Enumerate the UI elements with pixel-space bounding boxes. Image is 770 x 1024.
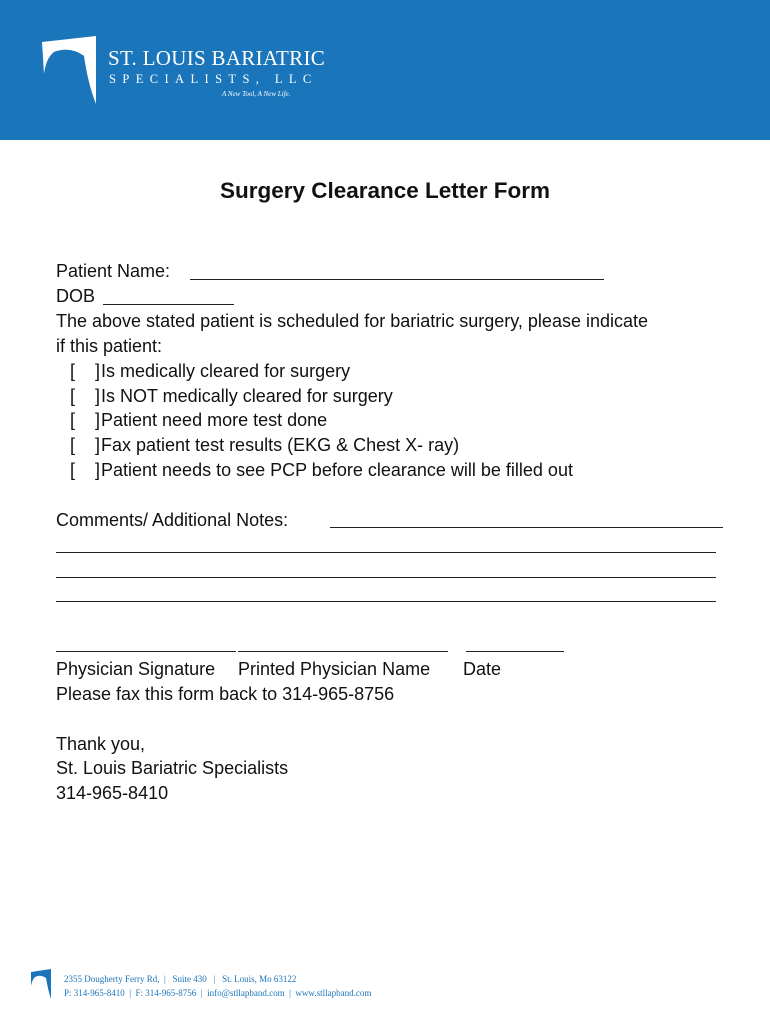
patient-name-field[interactable]: [190, 279, 604, 280]
brand-name: ST. LOUIS BARIATRIC: [108, 46, 326, 70]
sender-phone: 314-965-8410: [56, 783, 169, 803]
comments-field-line1[interactable]: [330, 527, 723, 528]
option-label: Patient needs to see PCP before clearance will be filled out: [101, 460, 573, 480]
comments-field-line4[interactable]: [56, 601, 716, 602]
checkbox[interactable]: [ ]: [70, 410, 101, 430]
physician-signature-label: Physician Signature: [56, 659, 216, 679]
fax-instruction: Please fax this form back to 314-965-8756: [56, 684, 395, 704]
physician-signature-field[interactable]: [56, 651, 236, 652]
comments-label: Comments/ Additional Notes:: [56, 510, 289, 530]
option-label: Is NOT medically cleared for surgery: [101, 386, 393, 406]
footer-address: 2355 Dougherty Ferry Rd, | Suite 430 | St. Louis, Mo 63122: [64, 974, 297, 984]
closing-text: Thank you,: [56, 734, 146, 754]
footer-logo-icon: [30, 968, 52, 1000]
brand-subtitle: SPECIALISTS, LLC: [109, 72, 318, 86]
printed-name-label: Printed Physician Name: [238, 659, 431, 679]
printed-name-field[interactable]: [238, 651, 448, 652]
option-label: Fax patient test results (EKG & Chest X- ray): [101, 435, 460, 455]
dob-label: DOB: [56, 286, 96, 306]
checkbox[interactable]: [ ]: [70, 435, 101, 455]
comments-field-line2[interactable]: [56, 552, 716, 553]
sender-name: St. Louis Bariatric Specialists: [56, 758, 289, 778]
letterhead-banner: [0, 0, 770, 140]
page-title: Surgery Clearance Letter Form: [219, 178, 551, 203]
brand-tagline: A New Tool, A New Life.: [222, 90, 291, 98]
intro-text-line2: if this patient:: [56, 336, 163, 356]
checkbox[interactable]: [ ]: [70, 386, 101, 406]
checkbox[interactable]: [ ]: [70, 460, 101, 480]
comments-field-line3[interactable]: [56, 577, 716, 578]
intro-text-line1: The above stated patient is scheduled for bariatric surgery, please indicate: [56, 311, 649, 331]
checkbox[interactable]: [ ]: [70, 361, 101, 381]
option-label: Is medically cleared for surgery: [101, 361, 351, 381]
footer-contact: P: 314-965-8410 | F: 314-965-8756 | info@stllapband.com | www.stllapband.com: [64, 988, 372, 998]
date-label: Date: [463, 659, 502, 679]
dob-field[interactable]: [103, 304, 234, 305]
patient-name-label: Patient Name:: [56, 261, 171, 281]
date-field[interactable]: [466, 651, 564, 652]
option-label: Patient need more test done: [101, 410, 328, 430]
bariatric-logo-icon: [40, 34, 98, 106]
